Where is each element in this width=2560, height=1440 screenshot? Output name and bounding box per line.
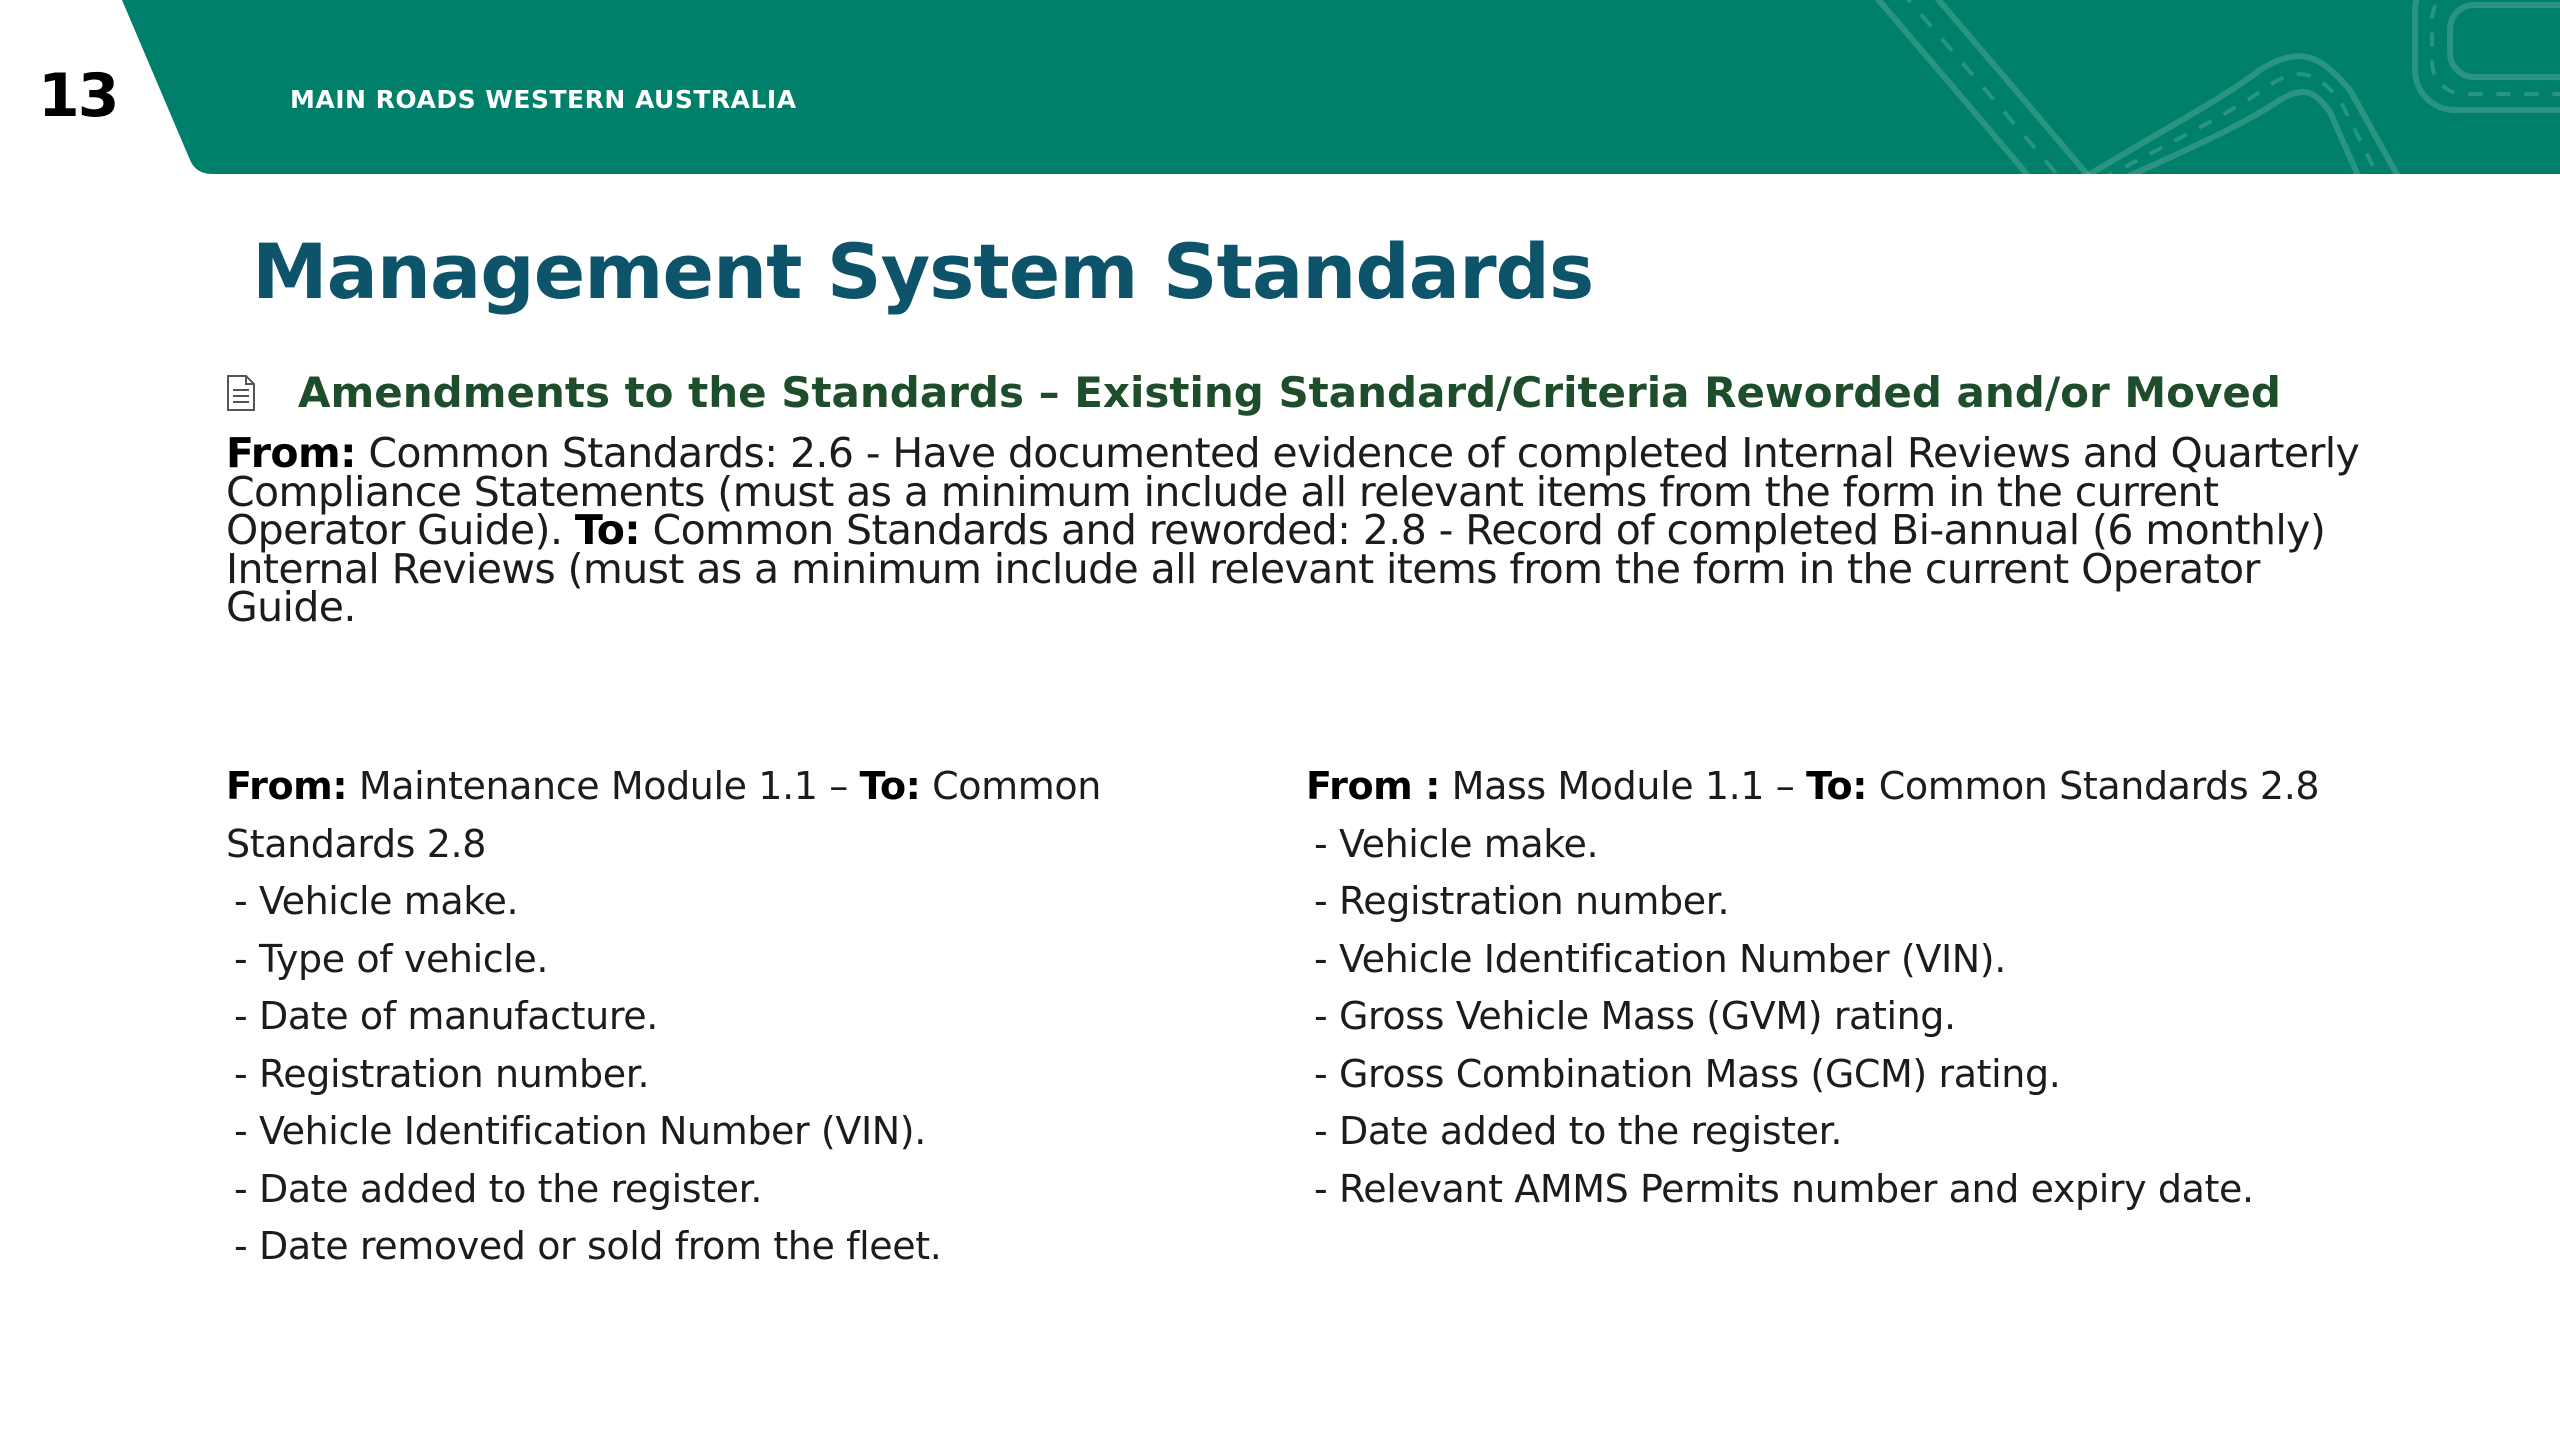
right-to-label: To:: [1806, 764, 1868, 808]
right-column-heading: [1306, 758, 2526, 816]
list-item: - Gross Combination Mass (GCM) rating.: [1306, 1046, 2526, 1104]
left-item-list: [226, 873, 1186, 1276]
list-item: - Relevant AMMS Permits number and expiry date.: [1306, 1161, 2526, 1219]
list-item: - Vehicle Identification Number (VIN).: [1306, 931, 2526, 989]
list-item: - Date of manufacture.: [226, 988, 1186, 1046]
right-to-text: Common Standards 2.8: [1867, 764, 2320, 808]
left-to-label: To:: [859, 764, 921, 808]
section-subtitle: Amendments to the Standards – Existing Standard/Criteria Reworded and/or Moved: [298, 368, 2281, 417]
list-item: - Date added to the register.: [226, 1161, 1186, 1219]
intro-paragraph: [226, 429, 2386, 631]
intro-from-text: Common Standards: 2.6 - Have documented evidence of completed Internal Reviews and Quarterly Compliance Statements (must as a minimum include all relevant items from the form in the current Operator Guide).: [226, 429, 2360, 554]
intro-from-label: From:: [226, 429, 356, 477]
list-item: - Gross Vehicle Mass (GVM) rating.: [1306, 988, 2526, 1046]
list-item: - Type of vehicle.: [226, 931, 1186, 989]
list-item: - Date removed or sold from the fleet.: [226, 1218, 1186, 1276]
slide-number: 13: [38, 61, 118, 131]
left-from-label: From:: [226, 764, 348, 808]
list-item: - Date added to the register.: [1306, 1103, 2526, 1161]
left-column: [226, 758, 1186, 1276]
page-title: Management System Standards: [252, 227, 1594, 316]
left-from-text: Maintenance Module 1.1 –: [347, 764, 860, 808]
left-to-text: Common Standards 2.8: [226, 764, 1101, 866]
intro-to-text: Common Standards and reworded: 2.8 - Record of completed Bi-annual (6 monthly) Internal Reviews (must as a minimum include all relevant items from the form in the current Operator Guide.: [226, 506, 2326, 631]
right-from-label: From :: [1306, 764, 1440, 808]
list-item: - Registration number.: [1306, 873, 2526, 931]
list-item: - Vehicle Identification Number (VIN).: [226, 1103, 1186, 1161]
intro-to-label: To:: [574, 506, 641, 554]
list-item: - Vehicle make.: [226, 873, 1186, 931]
list-item: - Registration number.: [226, 1046, 1186, 1104]
left-column-heading: [226, 758, 1186, 873]
list-item: - Vehicle make.: [1306, 816, 2526, 874]
right-item-list: [1306, 816, 2526, 1219]
organisation-name: MAIN ROADS WESTERN AUSTRALIA: [290, 85, 797, 114]
right-column: [1306, 758, 2526, 1218]
right-from-text: Mass Module 1.1 –: [1440, 764, 1807, 808]
document-icon: [226, 374, 256, 412]
